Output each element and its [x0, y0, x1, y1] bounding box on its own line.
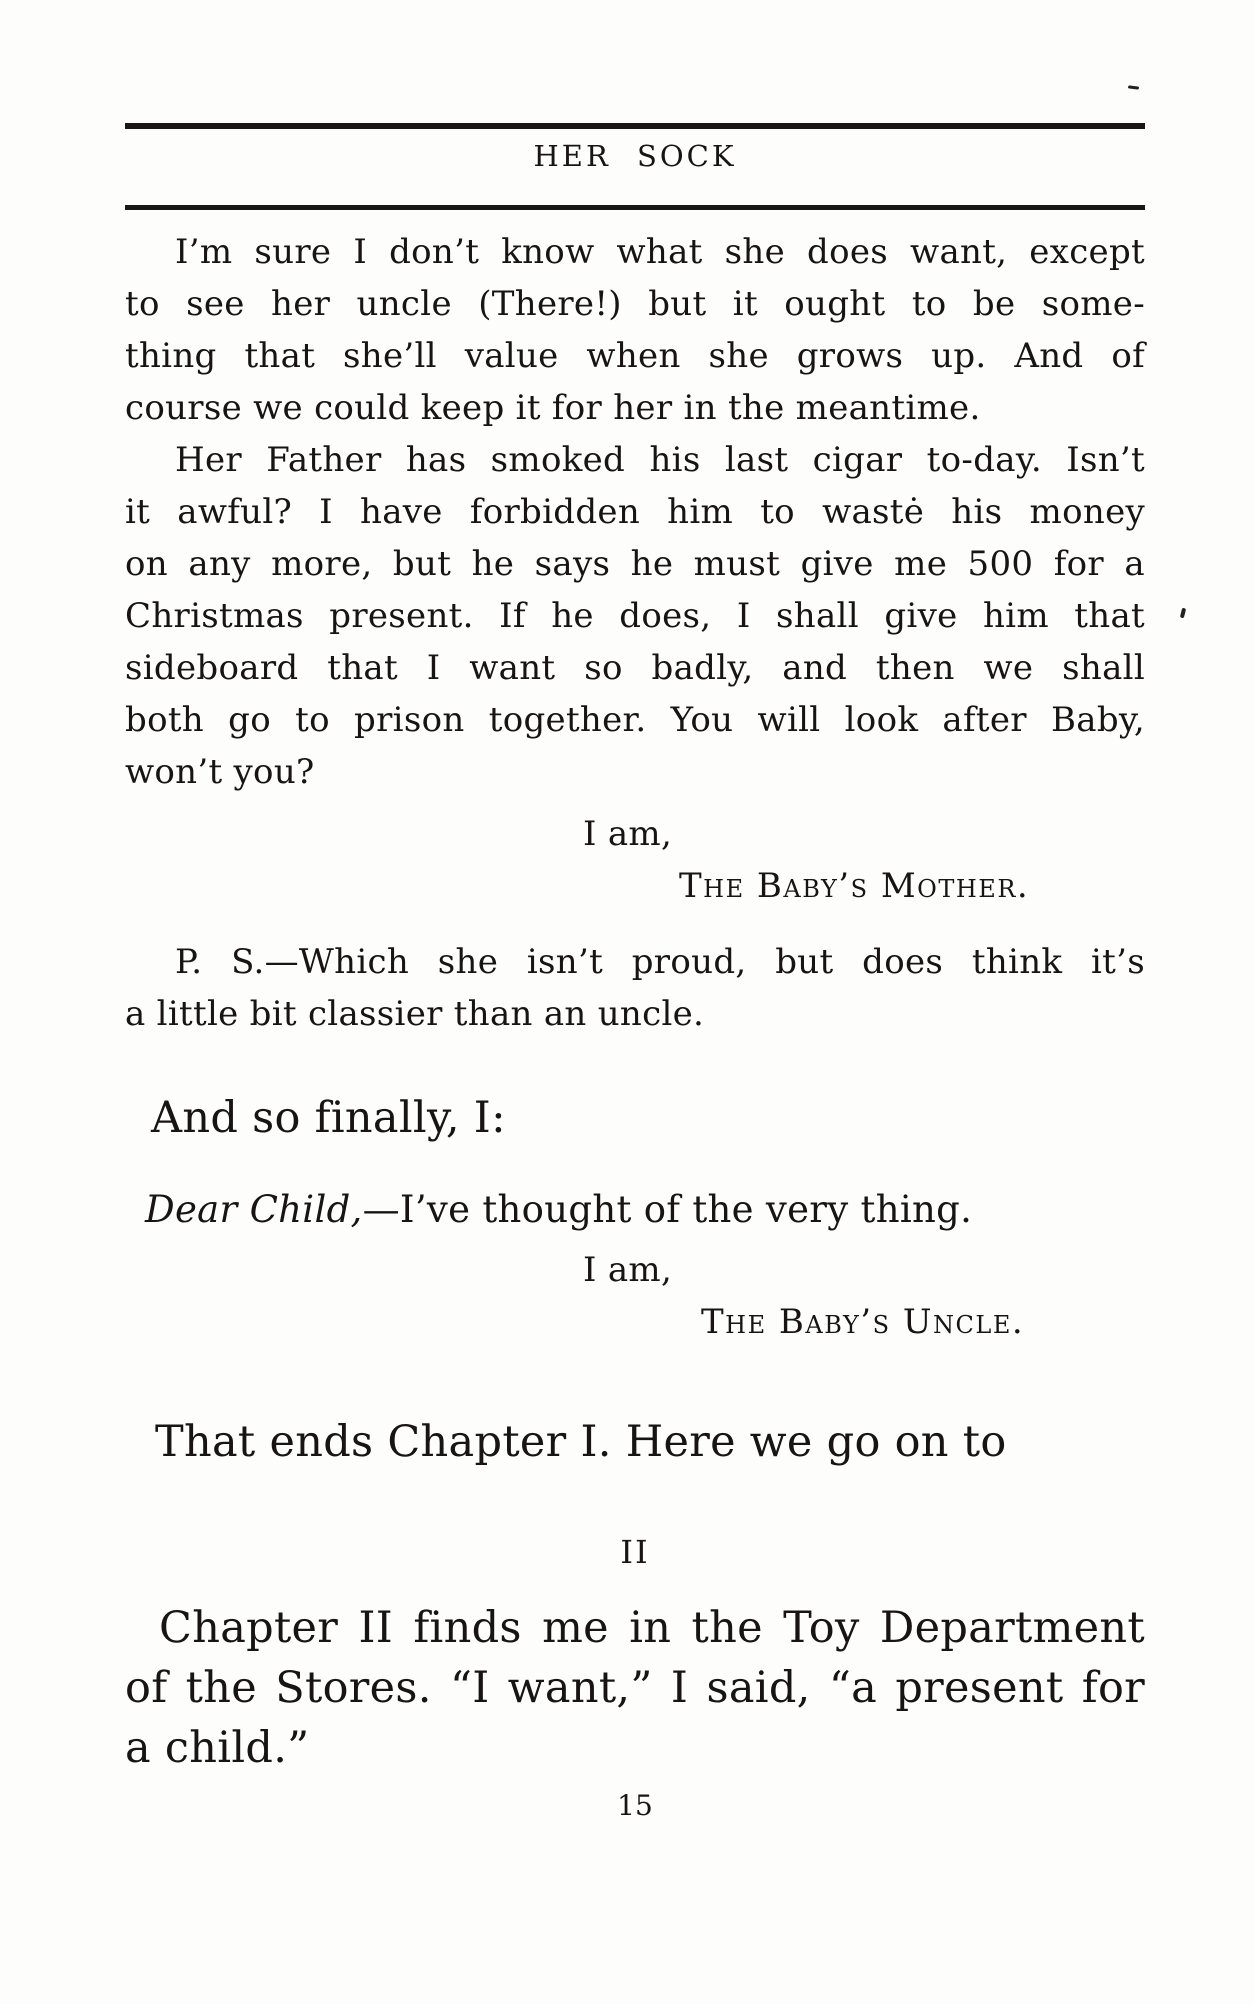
body-line: Her Father has smoked his last cigar to-day. Isn’t [175, 440, 1145, 480]
body-line: Christmas present. If he does, I shall give him that [125, 596, 1145, 636]
scan-speck [1180, 608, 1186, 619]
body-line: both go to prison together. You will look after Baby, [125, 700, 1145, 740]
page-body [125, 226, 1145, 1826]
section-heading: II [620, 1533, 650, 1571]
body-line: course we could keep it for her in the meantime. [125, 388, 981, 428]
postscript-line: P. S.—Which she isn’t proud, but does think it’s [175, 942, 1145, 982]
narrative-line: Chapter II finds me in the Toy Department [159, 1603, 1145, 1653]
narrative-line: of the Stores. “I want,” I said, “a present for [125, 1663, 1145, 1713]
body-line: to see her uncle (There!) but it ought to be some- [125, 284, 1145, 324]
letter-opening-line [125, 1184, 1145, 1236]
letter-salutation-italic: Dear Child, [145, 1188, 363, 1231]
body-line: it awful? I have forbidden him to wastė his money [125, 492, 1145, 532]
scan-speck [1128, 85, 1139, 89]
body-line: sideboard that I want so badly, and then we shall [125, 648, 1145, 688]
body-line: thing that she’ll value when she grows up. And of [125, 336, 1145, 376]
signature-salutation: I am, [583, 814, 673, 854]
body-line: won’t you? [125, 752, 315, 792]
page-number: 15 [617, 1789, 653, 1822]
narrative-line: That ends Chapter I. Here we go on to [155, 1417, 1007, 1467]
running-head-title: HER SOCK [533, 139, 737, 173]
header-rule-top [125, 123, 1145, 129]
narrative-line: a child.” [125, 1723, 310, 1773]
signature-name-uncle: The Baby’s Uncle. [701, 1302, 1025, 1342]
body-line: on any more, but he says he must give me 500 for a [125, 544, 1145, 584]
signature-salutation: I am, [583, 1250, 673, 1290]
signature-name-mother: The Baby’s Mother. [679, 866, 1030, 906]
letter-opening-rest: —I’ve thought of the very thing. [362, 1188, 973, 1231]
header-rule-bottom [125, 205, 1145, 210]
postscript-line: a little bit classier than an uncle. [125, 994, 705, 1034]
body-line: I’m sure I don’t know what she does want, except [175, 232, 1145, 272]
narrative-line: And so finally, I: [151, 1093, 506, 1143]
